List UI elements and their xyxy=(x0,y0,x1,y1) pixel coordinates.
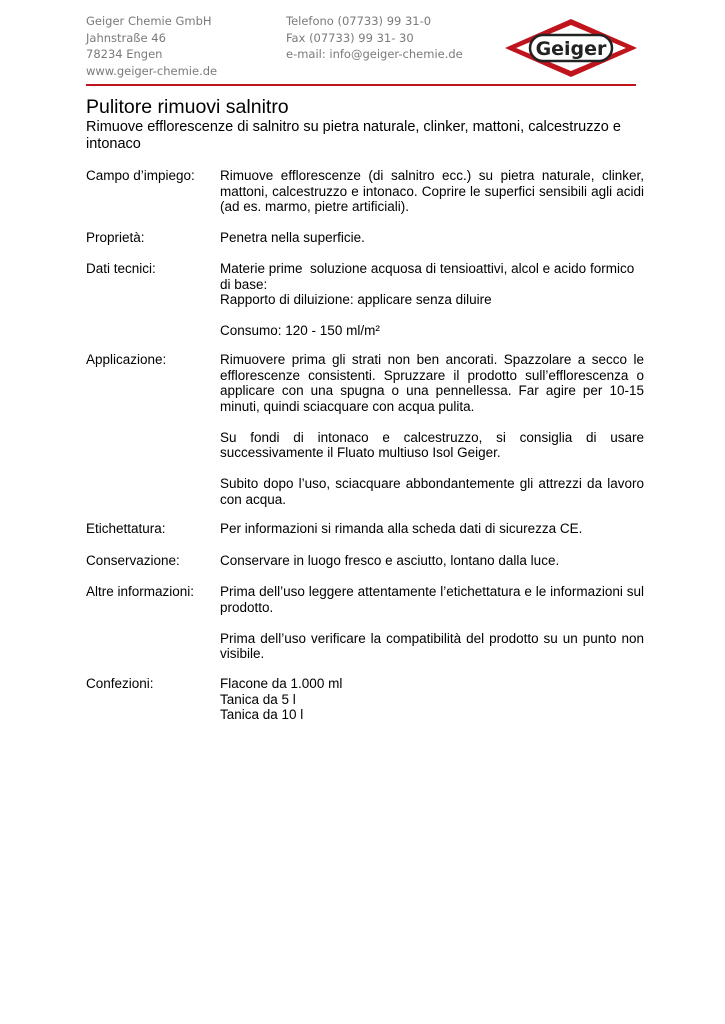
section-label: Proprietà: xyxy=(86,230,145,245)
section-body xyxy=(220,230,644,246)
page-title: Pulitore rimuovi salnitro xyxy=(86,96,289,118)
package-item: Flacone da 1.000 ml xyxy=(220,676,343,691)
section-label: Conservazione: xyxy=(86,553,180,568)
section-body xyxy=(220,553,644,569)
company-email[interactable]: e-mail: info@geiger-chemie.de xyxy=(286,47,463,61)
company-street: Jahnstraße 46 xyxy=(86,30,166,45)
paragraph: Rimuovere prima gli strati non ben ancorati. Spazzolare a secco le efflorescenze consistenti. Spruzzare il prodotto sull’efflorescenza o applicare con una spugna o una pennellessa. Far agire per 10-15 minuti, quindi sciacquare con acqua pulita. xyxy=(220,352,644,414)
company-fax: Fax (07733) 99 31- 30 xyxy=(286,30,414,45)
section-body xyxy=(220,261,644,339)
paragraph: Subito dopo l’uso, sciacquare abbondantemente gli attrezzi da lavoro con acqua. xyxy=(220,476,644,507)
section-label: Etichettatura: xyxy=(86,521,166,536)
section-label: Altre informazioni: xyxy=(86,584,195,599)
tech-line: Materie prime soluzione acquosa di tensioattivi, alcol e acido formico xyxy=(220,261,635,276)
section-label: Confezioni: xyxy=(86,676,154,691)
company-website[interactable]: www.geiger-chemie.de xyxy=(86,63,218,78)
company-address xyxy=(86,13,217,79)
paragraph: Prima dell’uso leggere attentamente l’etichettatura e le informazioni sul prodotto. xyxy=(220,584,644,615)
page-subtitle: Rimuove efflorescenze di salnitro su pietra naturale, clinker, mattoni, calcestruzzo e intonaco xyxy=(86,119,621,152)
paragraph: Su fondi di intonaco e calcestruzzo, si consiglia di usare successivamente il Fluato multiuso Isol Geiger. xyxy=(220,429,644,460)
header-divider xyxy=(86,84,636,86)
section-body xyxy=(220,521,644,537)
company-contacts xyxy=(286,13,463,63)
package-item: Tanica da 10 l xyxy=(220,707,304,722)
paragraph: Penetra nella superficie. xyxy=(220,230,365,245)
paragraph: Per informazioni si rimanda alla scheda dati di sicurezza CE. xyxy=(220,521,583,536)
package-item: Tanica da 5 l xyxy=(220,691,296,707)
tech-line: Consumo: 120 - 150 ml/m² xyxy=(220,323,380,338)
section-label: Applicazione: xyxy=(86,352,167,367)
paragraph: Rimuove efflorescenze (di salnitro ecc.) su pietra naturale, clinker, mattoni, calcestruzzo e intonaco. Coprire le superfici sensibili agli acidi (ad es. marmo, pietre artificiali). xyxy=(220,168,644,214)
company-name: Geiger Chemie GmbH xyxy=(86,14,212,28)
paragraph: Conservare in luogo fresco e asciutto, lontano dalla luce. xyxy=(220,553,560,568)
section-body xyxy=(220,168,644,215)
tech-line: Rapporto di diluizione: applicare senza diluire xyxy=(220,292,492,307)
geiger-logo xyxy=(503,16,639,80)
section-body xyxy=(220,584,644,662)
company-phone: Telefono (07733) 99 31-0 xyxy=(286,14,432,28)
section-label: Campo d’impiego: xyxy=(86,168,195,183)
logo-text: Geiger xyxy=(535,38,607,60)
section-body xyxy=(220,352,644,507)
paragraph: Prima dell’uso verificare la compatibilità del prodotto su un punto non visibile. xyxy=(220,630,644,661)
tech-line: di base: xyxy=(220,276,268,292)
company-city: 78234 Engen xyxy=(86,47,163,61)
section-label: Dati tecnici: xyxy=(86,261,156,276)
section-body xyxy=(220,676,644,723)
